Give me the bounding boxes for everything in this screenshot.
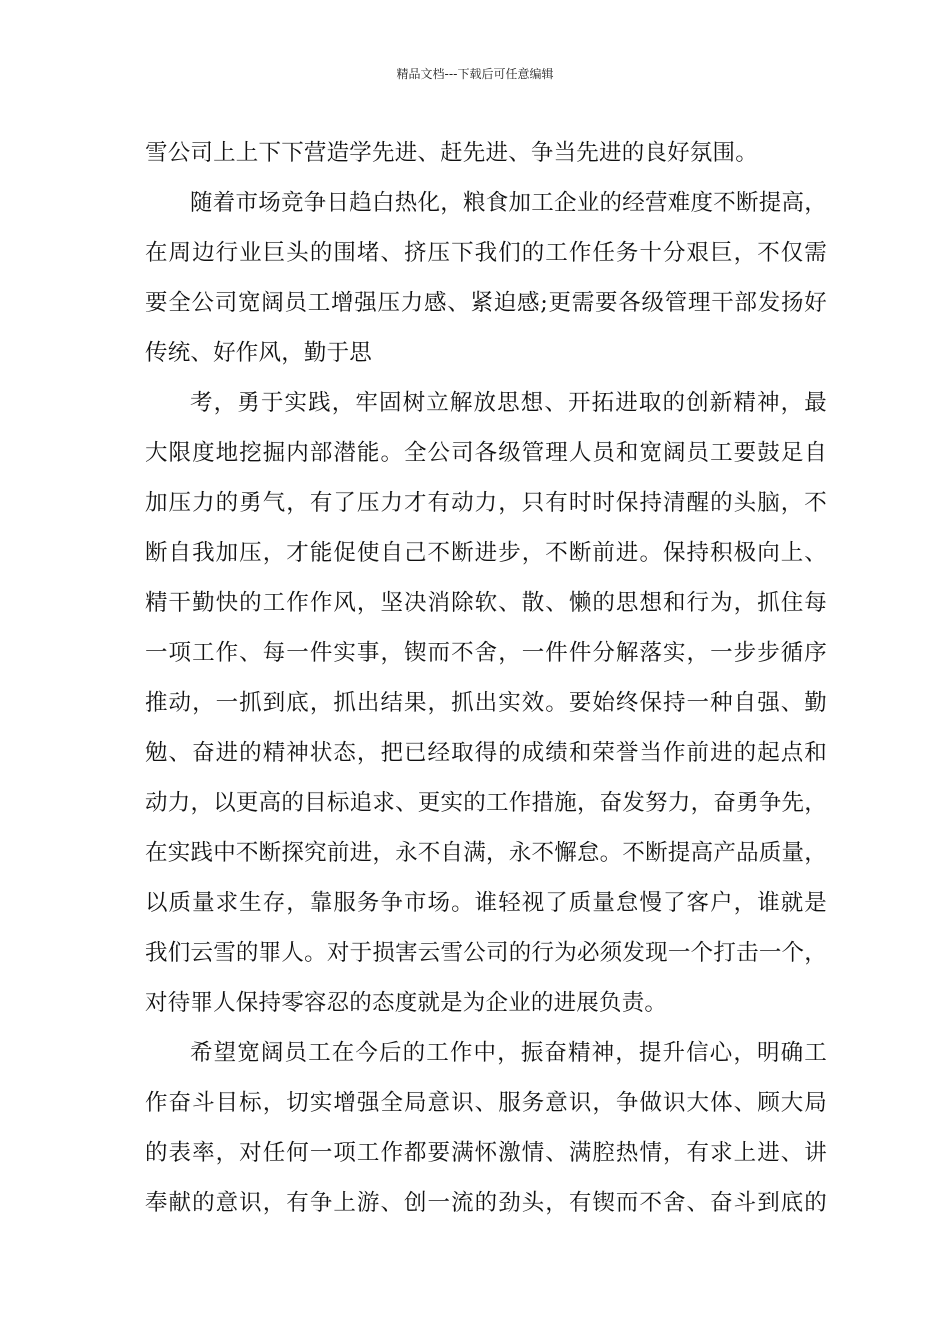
- text-line: 在实践中不断探究前进，永不自满，永不懈怠。不断提高产品质量，: [145, 840, 827, 866]
- text-line: 加压力的勇气，有了压力才有动力，只有时时保持清醒的头脑，不: [145, 490, 827, 516]
- text-line: 雪公司上上下下营造学先进、赶先进、争当先进的良好氛围。: [145, 140, 758, 166]
- text-line: 奉献的意识，有争上游、创一流的劲头，有锲而不舍、奋斗到底的: [145, 1190, 827, 1216]
- text-line: 推动，一抓到底，抓出结果，抓出实效。要始终保持一种自强、勤: [145, 690, 827, 716]
- text-line: 考，勇于实践，牢固树立解放思想、开拓进取的创新精神，最: [190, 390, 827, 416]
- text-line: 动力，以更高的目标追求、更实的工作措施，奋发努力，奋勇争先，: [145, 790, 827, 816]
- text-line: 随着市场竞争日趋白热化，粮食加工企业的经营难度不断提高，: [190, 190, 827, 216]
- text-line: 断自我加压，才能促使自己不断进步，不断前进。保持积极向上、: [145, 540, 827, 566]
- text-line: 传统、好作风，勤于思: [145, 340, 373, 366]
- text-line: 以质量求生存，靠服务争市场。谁轻视了质量怠慢了客户，谁就是: [145, 890, 827, 916]
- page-header: 精品文档---下载后可任意编辑: [396, 67, 554, 81]
- text-line: 对待罪人保持零容忍的态度就是为企业的进展负责。: [145, 990, 668, 1016]
- document-body: [145, 128, 827, 1228]
- text-line: 在周边行业巨头的围堵、挤压下我们的工作任务十分艰巨，不仅需: [145, 240, 827, 266]
- text-line: 精干勤快的工作作风，坚决消除软、散、懒的思想和行为，抓住每: [145, 590, 827, 616]
- text-line: 的表率，对任何一项工作都要满怀激情、满腔热情，有求上进、讲: [145, 1140, 827, 1166]
- text-line: 要全公司宽阔员工增强压力感、紧迫感;更需要各级管理干部发扬好: [145, 290, 827, 316]
- text-line: 大限度地挖掘内部潜能。全公司各级管理人员和宽阔员工要鼓足自: [145, 440, 827, 466]
- text-line: 一项工作、每一件实事，锲而不舍，一件件分解落实，一步步循序: [145, 640, 827, 666]
- text-line: 勉、奋进的精神状态，把已经取得的成绩和荣誉当作前进的起点和: [145, 740, 827, 766]
- text-line: 希望宽阔员工在今后的工作中，振奋精神，提升信心，明确工: [190, 1040, 827, 1066]
- text-line: 我们云雪的罪人。对于损害云雪公司的行为必须发现一个打击一个，: [145, 940, 827, 966]
- text-line: 作奋斗目标，切实增强全局意识、服务意识，争做识大体、顾大局: [145, 1090, 827, 1116]
